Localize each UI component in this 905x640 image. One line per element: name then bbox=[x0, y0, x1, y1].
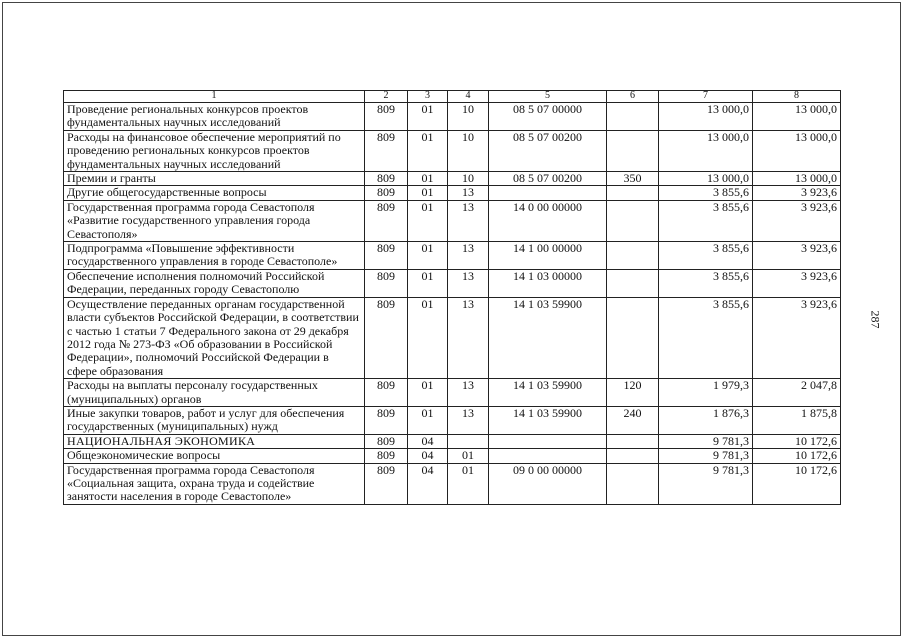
cell-col7: 9 781,3 bbox=[659, 434, 753, 448]
cell-col6 bbox=[607, 269, 659, 297]
cell-col5: 14 1 03 00000 bbox=[489, 269, 607, 297]
cell-col3: 04 bbox=[408, 463, 448, 504]
cell-col4: 01 bbox=[448, 449, 489, 463]
cell-col3: 04 bbox=[408, 434, 448, 448]
cell-col6 bbox=[607, 242, 659, 270]
cell-col6 bbox=[607, 200, 659, 241]
cell-col8: 13 000,0 bbox=[753, 172, 841, 186]
cell-col3: 01 bbox=[408, 269, 448, 297]
cell-col6 bbox=[607, 297, 659, 378]
cell-col3: 01 bbox=[408, 200, 448, 241]
page-frame-top bbox=[2, 2, 901, 3]
cell-col3: 01 bbox=[408, 406, 448, 434]
cell-col7: 3 855,6 bbox=[659, 242, 753, 270]
cell-col3: 01 bbox=[408, 130, 448, 171]
table-row bbox=[64, 463, 841, 504]
cell-col4: 13 bbox=[448, 242, 489, 270]
table-row bbox=[64, 379, 841, 407]
cell-col6 bbox=[607, 463, 659, 504]
cell-col5: 14 1 00 00000 bbox=[489, 242, 607, 270]
cell-col6 bbox=[607, 434, 659, 448]
column-header-3: 3 bbox=[408, 91, 448, 103]
cell-col8: 3 923,6 bbox=[753, 269, 841, 297]
cell-col6 bbox=[607, 449, 659, 463]
row-name: Государственная программа города Севастополя «Социальная защита, охрана труда и содействие занятости населения в городе Севастополе» bbox=[64, 463, 365, 504]
cell-col5: 09 0 00 00000 bbox=[489, 463, 607, 504]
column-header-8: 8 bbox=[753, 91, 841, 103]
cell-col3: 01 bbox=[408, 172, 448, 186]
cell-col8: 10 172,6 bbox=[753, 463, 841, 504]
cell-col8: 10 172,6 bbox=[753, 434, 841, 448]
table-row bbox=[64, 242, 841, 270]
table-row bbox=[64, 434, 841, 448]
cell-col3: 04 bbox=[408, 449, 448, 463]
cell-col6 bbox=[607, 130, 659, 171]
cell-col8: 2 047,8 bbox=[753, 379, 841, 407]
header-row bbox=[64, 91, 841, 103]
cell-col2: 809 bbox=[365, 434, 408, 448]
cell-col6 bbox=[607, 186, 659, 200]
cell-col7: 1 979,3 bbox=[659, 379, 753, 407]
table-row bbox=[64, 130, 841, 171]
cell-col5: 14 0 00 00000 bbox=[489, 200, 607, 241]
cell-col2: 809 bbox=[365, 130, 408, 171]
budget-table bbox=[63, 90, 841, 505]
table-row bbox=[64, 406, 841, 434]
cell-col2: 809 bbox=[365, 242, 408, 270]
row-name: Проведение региональных конкурсов проектов фундаментальных научных исследований bbox=[64, 103, 365, 131]
cell-col8: 13 000,0 bbox=[753, 130, 841, 171]
cell-col2: 809 bbox=[365, 297, 408, 378]
column-header-7: 7 bbox=[659, 91, 753, 103]
cell-col4: 10 bbox=[448, 130, 489, 171]
cell-col7: 13 000,0 bbox=[659, 172, 753, 186]
row-name: Государственная программа города Севастополя «Развитие государственного управления города Севастополя» bbox=[64, 200, 365, 241]
page-frame-bottom bbox=[2, 635, 901, 636]
cell-col4: 13 bbox=[448, 379, 489, 407]
cell-col7: 3 855,6 bbox=[659, 297, 753, 378]
row-name: Обеспечение исполнения полномочий Российской Федерации, переданных городу Севастополю bbox=[64, 269, 365, 297]
row-name: Другие общегосударственные вопросы bbox=[64, 186, 365, 200]
cell-col8: 3 923,6 bbox=[753, 186, 841, 200]
cell-col7: 1 876,3 bbox=[659, 406, 753, 434]
row-name: Подпрограмма «Повышение эффективности государственного управления в городе Севастополе» bbox=[64, 242, 365, 270]
table-row bbox=[64, 269, 841, 297]
cell-col5 bbox=[489, 449, 607, 463]
row-name: Осуществление переданных органам государственной власти субъектов Российской Федерации, в соответствии с частью 1 статьи 7 Федерального закона от 29 декабря 2012 года № 273-ФЗ «Об образовании в Российской Федерации», полномочий Российской Федерации в сфере образования bbox=[64, 297, 365, 378]
cell-col3: 01 bbox=[408, 297, 448, 378]
cell-col3: 01 bbox=[408, 242, 448, 270]
cell-col2: 809 bbox=[365, 463, 408, 504]
table-row bbox=[64, 103, 841, 131]
table-row bbox=[64, 449, 841, 463]
row-name: Премии и гранты bbox=[64, 172, 365, 186]
cell-col4: 01 bbox=[448, 463, 489, 504]
cell-col7: 13 000,0 bbox=[659, 130, 753, 171]
cell-col5: 14 1 03 59900 bbox=[489, 297, 607, 378]
table-row bbox=[64, 186, 841, 200]
column-header-2: 2 bbox=[365, 91, 408, 103]
column-header-4: 4 bbox=[448, 91, 489, 103]
cell-col8: 13 000,0 bbox=[753, 103, 841, 131]
cell-col5: 14 1 03 59900 bbox=[489, 406, 607, 434]
column-header-1: 1 bbox=[64, 91, 365, 103]
page-number: 287 bbox=[868, 310, 883, 329]
cell-col2: 809 bbox=[365, 269, 408, 297]
cell-col2: 809 bbox=[365, 200, 408, 241]
cell-col4: 13 bbox=[448, 269, 489, 297]
cell-col4: 10 bbox=[448, 172, 489, 186]
cell-col5: 08 5 07 00200 bbox=[489, 172, 607, 186]
cell-col7: 9 781,3 bbox=[659, 463, 753, 504]
cell-col3: 01 bbox=[408, 103, 448, 131]
cell-col2: 809 bbox=[365, 379, 408, 407]
row-name: Иные закупки товаров, работ и услуг для обеспечения государственных (муниципальных) нужд bbox=[64, 406, 365, 434]
cell-col3: 01 bbox=[408, 186, 448, 200]
cell-col7: 3 855,6 bbox=[659, 186, 753, 200]
cell-col8: 3 923,6 bbox=[753, 297, 841, 378]
page-frame-right bbox=[900, 2, 901, 636]
cell-col4: 13 bbox=[448, 406, 489, 434]
cell-col4: 13 bbox=[448, 186, 489, 200]
cell-col4 bbox=[448, 434, 489, 448]
cell-col2: 809 bbox=[365, 172, 408, 186]
cell-col8: 10 172,6 bbox=[753, 449, 841, 463]
table-row bbox=[64, 200, 841, 241]
cell-col7: 3 855,6 bbox=[659, 200, 753, 241]
cell-col6: 350 bbox=[607, 172, 659, 186]
cell-col8: 3 923,6 bbox=[753, 242, 841, 270]
table-row bbox=[64, 172, 841, 186]
cell-col5 bbox=[489, 186, 607, 200]
cell-col4: 13 bbox=[448, 200, 489, 241]
cell-col8: 1 875,8 bbox=[753, 406, 841, 434]
cell-col7: 3 855,6 bbox=[659, 269, 753, 297]
cell-col2: 809 bbox=[365, 103, 408, 131]
column-header-5: 5 bbox=[489, 91, 607, 103]
cell-col4: 10 bbox=[448, 103, 489, 131]
row-name: Общеэкономические вопросы bbox=[64, 449, 365, 463]
column-header-6: 6 bbox=[607, 91, 659, 103]
cell-col6 bbox=[607, 103, 659, 131]
row-name: Расходы на финансовое обеспечение мероприятий по проведению региональных конкурсов проектов фундаментальных научных исследований bbox=[64, 130, 365, 171]
cell-col3: 01 bbox=[408, 379, 448, 407]
row-name: Расходы на выплаты персоналу государственных (муниципальных) органов bbox=[64, 379, 365, 407]
cell-col5: 08 5 07 00000 bbox=[489, 103, 607, 131]
cell-col2: 809 bbox=[365, 449, 408, 463]
cell-col2: 809 bbox=[365, 406, 408, 434]
cell-col5 bbox=[489, 434, 607, 448]
cell-col5: 14 1 03 59900 bbox=[489, 379, 607, 407]
page-frame-left bbox=[2, 2, 3, 636]
cell-col4: 13 bbox=[448, 297, 489, 378]
cell-col7: 9 781,3 bbox=[659, 449, 753, 463]
cell-col5: 08 5 07 00200 bbox=[489, 130, 607, 171]
cell-col7: 13 000,0 bbox=[659, 103, 753, 131]
table-row bbox=[64, 297, 841, 378]
row-name: НАЦИОНАЛЬНАЯ ЭКОНОМИКА bbox=[64, 434, 365, 448]
cell-col6: 120 bbox=[607, 379, 659, 407]
cell-col8: 3 923,6 bbox=[753, 200, 841, 241]
cell-col6: 240 bbox=[607, 406, 659, 434]
cell-col2: 809 bbox=[365, 186, 408, 200]
